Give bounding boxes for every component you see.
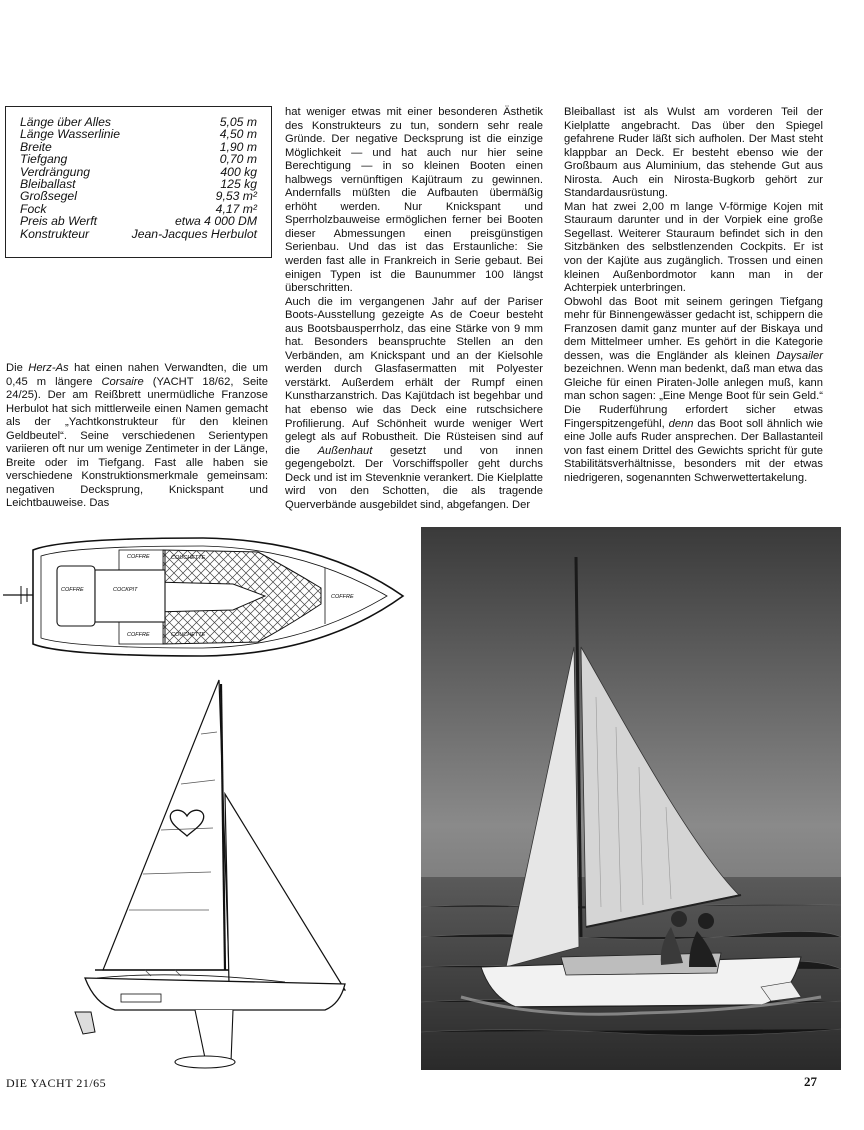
- spec-value: etwa 4 000 DM: [175, 214, 257, 229]
- column2-paragraph-2: Auch die im vergangenen Jahr auf der Pariser Boots-Ausstellung gezeigte As de Coeur besteht aus Bootsbausperrholz, das eine Stärke von 9 mm hat. Besonders beanspruchte Stellen an den Verbänden, am Knickspant und an der Kielsohle werden durch Glasfasermatten mit Polyester verstärkt. Außerdem erhält der Rumpf einen Kunstharzanstrich. Das Kajütdach ist begehbar und hat ebenso wie das Deck eine rutschsichere Profilierung. Auf Schönheit wurde weniger Wert gelegt als auf Robustheit. Die Rüsteisen sind auf die Außenhaut gesetzt und von innen gegengebolzt. Der Vorschiffspoller geht durchs Deck und ist im Stevenknie verankert. Die Kielplatte wird von den Schotten, die als tragende Querverbände ausgebildet sind, abgefangen. Der: [285, 295, 543, 511]
- spec-value: 4,17 m²: [215, 201, 257, 216]
- spec-value: 1,90 m: [219, 139, 257, 154]
- spec-label: Konstrukteur: [20, 226, 90, 241]
- plan-label-couchette-bottom: COUCHETTE: [171, 632, 206, 638]
- italic-run: Herz-As: [28, 362, 69, 374]
- spec-value: 9,53 m²: [215, 189, 257, 204]
- plan-label-coffre-stern: COFFRE: [61, 587, 84, 593]
- spec-label: Tiefgang: [20, 152, 68, 167]
- spec-value: 0,70 m: [219, 152, 257, 167]
- column3-paragraph-2: Man hat zwei 2,00 m lange V-förmige Kojen mit Stauraum darunter und in der Vorpiek eine große Segellast. Weiterer Stauraum befindet sich in den Sitzbänken des selbstlenzenden Cockpits. Er ist von der Kajüte aus zugänglich. Trossen und einen kleinen Außenbordmotor kann man in der Achterpiek unterbringen.: [564, 200, 823, 295]
- column2-paragraph-1: hat weniger etwas mit einer besonderen Ästhetik des Konstrukteurs zu tun, sondern sehr reale Gründe. Der negative Decksprung ist die einzige Möglichkeit — und hat auch nur hier seine Berechtigung — in so kleinen Booten einen halbwegs vernünftigen Kajütraum zu gewinnen. Andernfalls müßten die Aufbauten übermäßig erhöht werden. Nur Knickspant und Sperrholzbauweise ermöglichen ferner bei Booten dieser Abmessungen einen preisgünstigen Serienbau. Und das ist das Erstaunliche: Sie werden fast alle in Frankreich in Serie gebaut. Bei einigen Typen ist die Baunummer 100 längst überschritten.: [285, 106, 543, 295]
- spec-label: Länge Wasserlinie: [20, 127, 121, 142]
- plan-label-cockpit: COCKPIT: [113, 587, 138, 593]
- text-run: hat einen nahen Verwandten, die um 0,45 m längere: [6, 362, 268, 388]
- article-column-3: [564, 106, 823, 485]
- plan-label-couchette-top: COUCHETTE: [171, 555, 206, 561]
- italic-run: denn: [668, 417, 694, 430]
- spec-value: 400 kg: [220, 164, 257, 179]
- spec-value: 5,05 m: [219, 115, 257, 129]
- column1-paragraph: [6, 362, 268, 511]
- spec-row: [20, 215, 257, 227]
- spec-value: Jean-Jacques Herbulot: [131, 226, 257, 241]
- spec-row: [20, 128, 257, 140]
- plan-label-coffre-bow: COFFRE: [331, 594, 354, 600]
- plan-label-coffre-bottom: COFFRE: [127, 632, 150, 638]
- spec-label: Fock: [20, 201, 47, 216]
- spec-value: 4,50 m: [219, 127, 257, 142]
- italic-run: Außenhaut: [317, 444, 373, 457]
- spec-row: [20, 190, 257, 202]
- footer-page-number: 27: [804, 1074, 817, 1089]
- text-run: (YACHT 18/62, Seite 24/25). Der am Reißbrett unermüdliche Franzose Herbulot hat sich mittlerweile einen Namen gemacht als der „Yachtkonstrukteur für den kleinen Geldbeutel“. Seine verschiedenen Serientypen variieren oft nur um wenige Zentimeter in der Länge, Breite oder im Tiefgang. Fast alle haben sie verschiedene Konstruktionsmerkmale gemeinsam: negativen Decksprung, Knickspant und Leichtbauweise. Das: [6, 375, 268, 510]
- deck-plan-drawing: [3, 528, 408, 668]
- spec-label: Bleiballast: [20, 177, 76, 192]
- spec-label: Großsegel: [20, 189, 77, 204]
- italic-run: Corsaire: [101, 375, 144, 388]
- column3-paragraph-1: Bleiballast ist als Wulst am vorderen Teil der Kielplatte angebracht. Das über den Spiegel gefahrene Ruder läßt sich aufholen. Der Mast steht klappbar an Deck. Er besteht ebenso wie der Großbaum aus Aluminium, das stehende Gut aus Nirosta. Auch ein Nirosta-Bugkorb gehört zur Standardausrüstung.: [564, 106, 823, 200]
- spec-label: Preis ab Werft: [20, 214, 97, 229]
- spec-value: 125 kg: [220, 177, 257, 192]
- footer-magazine-issue: DIE YACHT 21/65: [6, 1076, 107, 1090]
- sail-plan-drawing: [55, 674, 355, 1074]
- article-column-1: [6, 362, 268, 511]
- article-column-2: [285, 106, 543, 512]
- sailing-boat-photo: [421, 527, 841, 1070]
- spec-row: [20, 153, 257, 165]
- plan-label-coffre-top: COFFRE: [127, 554, 150, 560]
- spec-label: Breite: [20, 139, 52, 154]
- spec-label: Länge über Alles: [20, 115, 112, 129]
- specifications-box: [5, 106, 272, 258]
- spec-row: [20, 228, 257, 240]
- italic-run: Daysailer: [776, 349, 823, 362]
- spec-label: Verdrängung: [20, 164, 91, 179]
- column3-paragraph-3: Obwohl das Boot mit seinem geringen Tiefgang mehr für Binnengewässer gedacht ist, schippern die Franzosen damit ganz munter auf der Biskaya und dem Mittelmeer umher. Es gehört in die Kategorie dessen, was die Engländer als kleinen Daysailer bezeichnen. Wenn man bedenkt, daß man etwa das Gleiche für einen Piraten-Jolle anlegen muß, kann man schon sagen: „Eine Menge Boot für sein Geld.“ Die Ruderführung erfordert sicher etwas Fingerspitzengefühl, denn das Boot soll ähnlich wie eine Jolle aufs Ruder ansprechen. Der Ballastanteil von fast einem Drittel des Gewichts spricht für gute Stabilitätsverhältnisse, besonders mit der etwas niedrigeren, sogenannten Schwerwettertakelung.: [564, 295, 824, 484]
- text-run: Die: [6, 362, 29, 374]
